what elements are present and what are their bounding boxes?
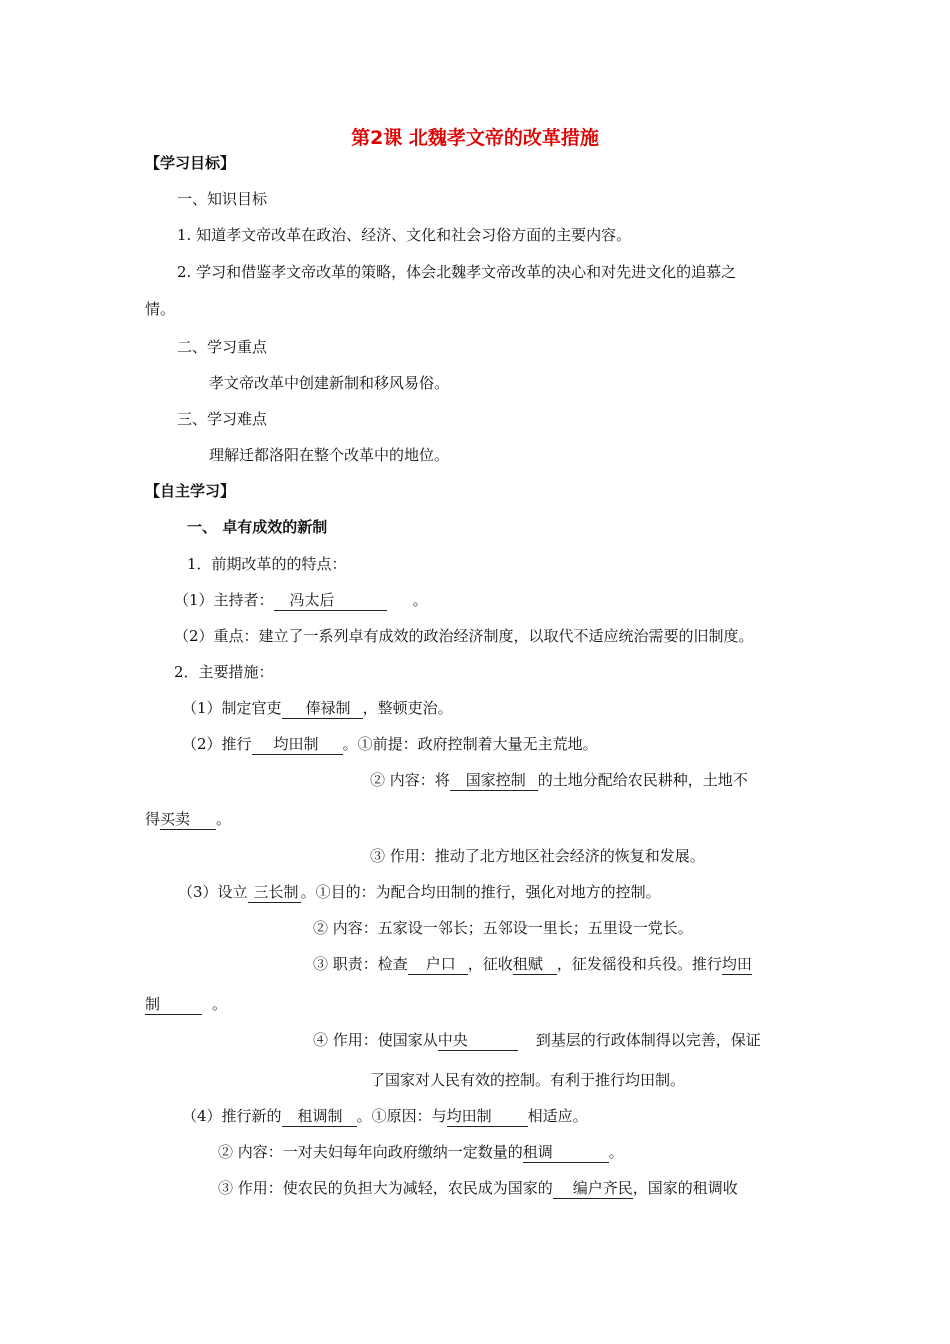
answer-blank: 俸禄制 [282, 699, 363, 719]
difficulty-heading: 三、学习难点 [177, 410, 268, 428]
measure-3 [178, 881, 661, 903]
text-suffix: 到基层的行政体制得以完善，保证 [535, 1031, 761, 1049]
knowledge-goal-1: 1. 知道孝文帝改革在政治、经济、文化和社会习俗方面的主要内容。 [177, 226, 632, 244]
text-prefix: （4）推行新的 [182, 1107, 282, 1125]
measure-2-content [370, 769, 748, 791]
knowledge-goal-2: 2. 学习和借鉴孝文帝改革的策略，体会北魏孝文帝改革的决心和对先进文化的追慕之 [177, 263, 737, 281]
text-suffix: 相适应。 [527, 1107, 588, 1125]
text-suffix: 。①前提：政府控制着大量无主荒地。 [342, 735, 598, 753]
answer-blank: 租调 [523, 1143, 609, 1163]
measure-3-duties [313, 953, 752, 975]
text-prefix: ② 内容：将 [370, 771, 450, 789]
text-prefix: 得 [145, 810, 161, 828]
text-suffix: ，整顿吏治。 [362, 699, 453, 717]
question-1a [174, 589, 428, 611]
focus-heading: 二、学习重点 [177, 338, 268, 356]
text-prefix: （1）主持者： [174, 591, 274, 609]
part-heading-new-systems: 一、 卓有成效的新制 [187, 518, 328, 536]
text-suffix: 的土地分配给农民耕种，土地不 [537, 771, 748, 789]
text-suffix: 。 [608, 1143, 624, 1161]
page-title: 第2课 北魏孝文帝的改革措施 [351, 127, 599, 149]
text-mid: 。①原因：与 [356, 1107, 447, 1125]
question-1b: （2）重点：建立了一系列卓有成效的政治经济制度，以取代不适应统治需要的旧制度。 [174, 627, 754, 645]
answer-blank: 均田制 [447, 1107, 528, 1127]
answer-blank: 编户齐民 [553, 1179, 633, 1199]
text-suffix: 。①目的：为配合均田制的推行，强化对地方的控制。 [300, 883, 661, 901]
answer-blank: 均田制 [252, 735, 343, 755]
measure-2 [182, 733, 598, 755]
answer-blank: 租调制 [282, 1107, 357, 1127]
text-mid: ，征收 [467, 955, 513, 973]
section-heading-goals: 【学习目标】 [145, 154, 236, 172]
measure-4 [182, 1105, 588, 1127]
measure-1 [182, 697, 453, 719]
question-1: 1．前期改革的的特点： [187, 555, 347, 573]
text-prefix: ④ 作用：使国家从 [313, 1031, 438, 1049]
answer-blank: 制 [145, 995, 202, 1015]
measure-3-effect-cont: 了国家对人民有效的控制。有利于推行均田制。 [370, 1071, 686, 1089]
text-prefix: （3）设立 [178, 883, 248, 901]
text-suffix: 。 [212, 995, 228, 1013]
measure-2-content-cont [145, 808, 231, 830]
text-prefix: ③ 职责：检查 [313, 955, 408, 973]
text-prefix: ③ 作用：使农民的负担大为减轻，农民成为国家的 [218, 1179, 553, 1197]
section-heading-self-study: 【自主学习】 [145, 482, 236, 500]
answer-blank: 国家控制 [450, 771, 538, 791]
answer-blank: 三长制 [248, 883, 301, 903]
focus-text: 孝文帝改革中创建新制和移风易俗。 [209, 374, 450, 392]
answer-blank: 均田 [721, 955, 752, 973]
text-prefix: （1）制定官吏 [182, 699, 282, 717]
answer-blank: 中央 [438, 1031, 518, 1051]
question-2: 2．主要措施： [174, 663, 274, 681]
measure-3-duties-cont [145, 993, 227, 1015]
measure-4-effect [218, 1177, 738, 1199]
measure-3-content: ② 内容：五家设一邻长；五邻设一里长；五里设一党长。 [313, 919, 693, 937]
answer-blank: 户口 [408, 955, 468, 975]
knowledge-goal-heading: 一、知识目标 [177, 190, 268, 208]
answer-blank: 买卖 [160, 810, 216, 830]
measure-2-effect: ③ 作用：推动了北方地区社会经济的恢复和发展。 [370, 847, 705, 865]
text-mid: ，征发徭役和兵役。推行 [556, 955, 722, 973]
answer-blank: 冯太后 [274, 591, 387, 611]
measure-3-effect [313, 1029, 761, 1051]
answer-blank: 租赋 [513, 955, 557, 975]
text-prefix: ② 内容：一对夫妇每年向政府缴纳一定数量的 [218, 1143, 523, 1161]
text-prefix: （2）推行 [182, 735, 252, 753]
text-suffix: ，国家的租调收 [632, 1179, 738, 1197]
text-suffix: 。 [412, 591, 428, 609]
knowledge-goal-2-cont: 情。 [145, 300, 176, 318]
text-suffix: 。 [216, 810, 232, 828]
measure-4-content [218, 1141, 624, 1163]
difficulty-text: 理解迁都洛阳在整个改革中的地位。 [209, 446, 450, 464]
